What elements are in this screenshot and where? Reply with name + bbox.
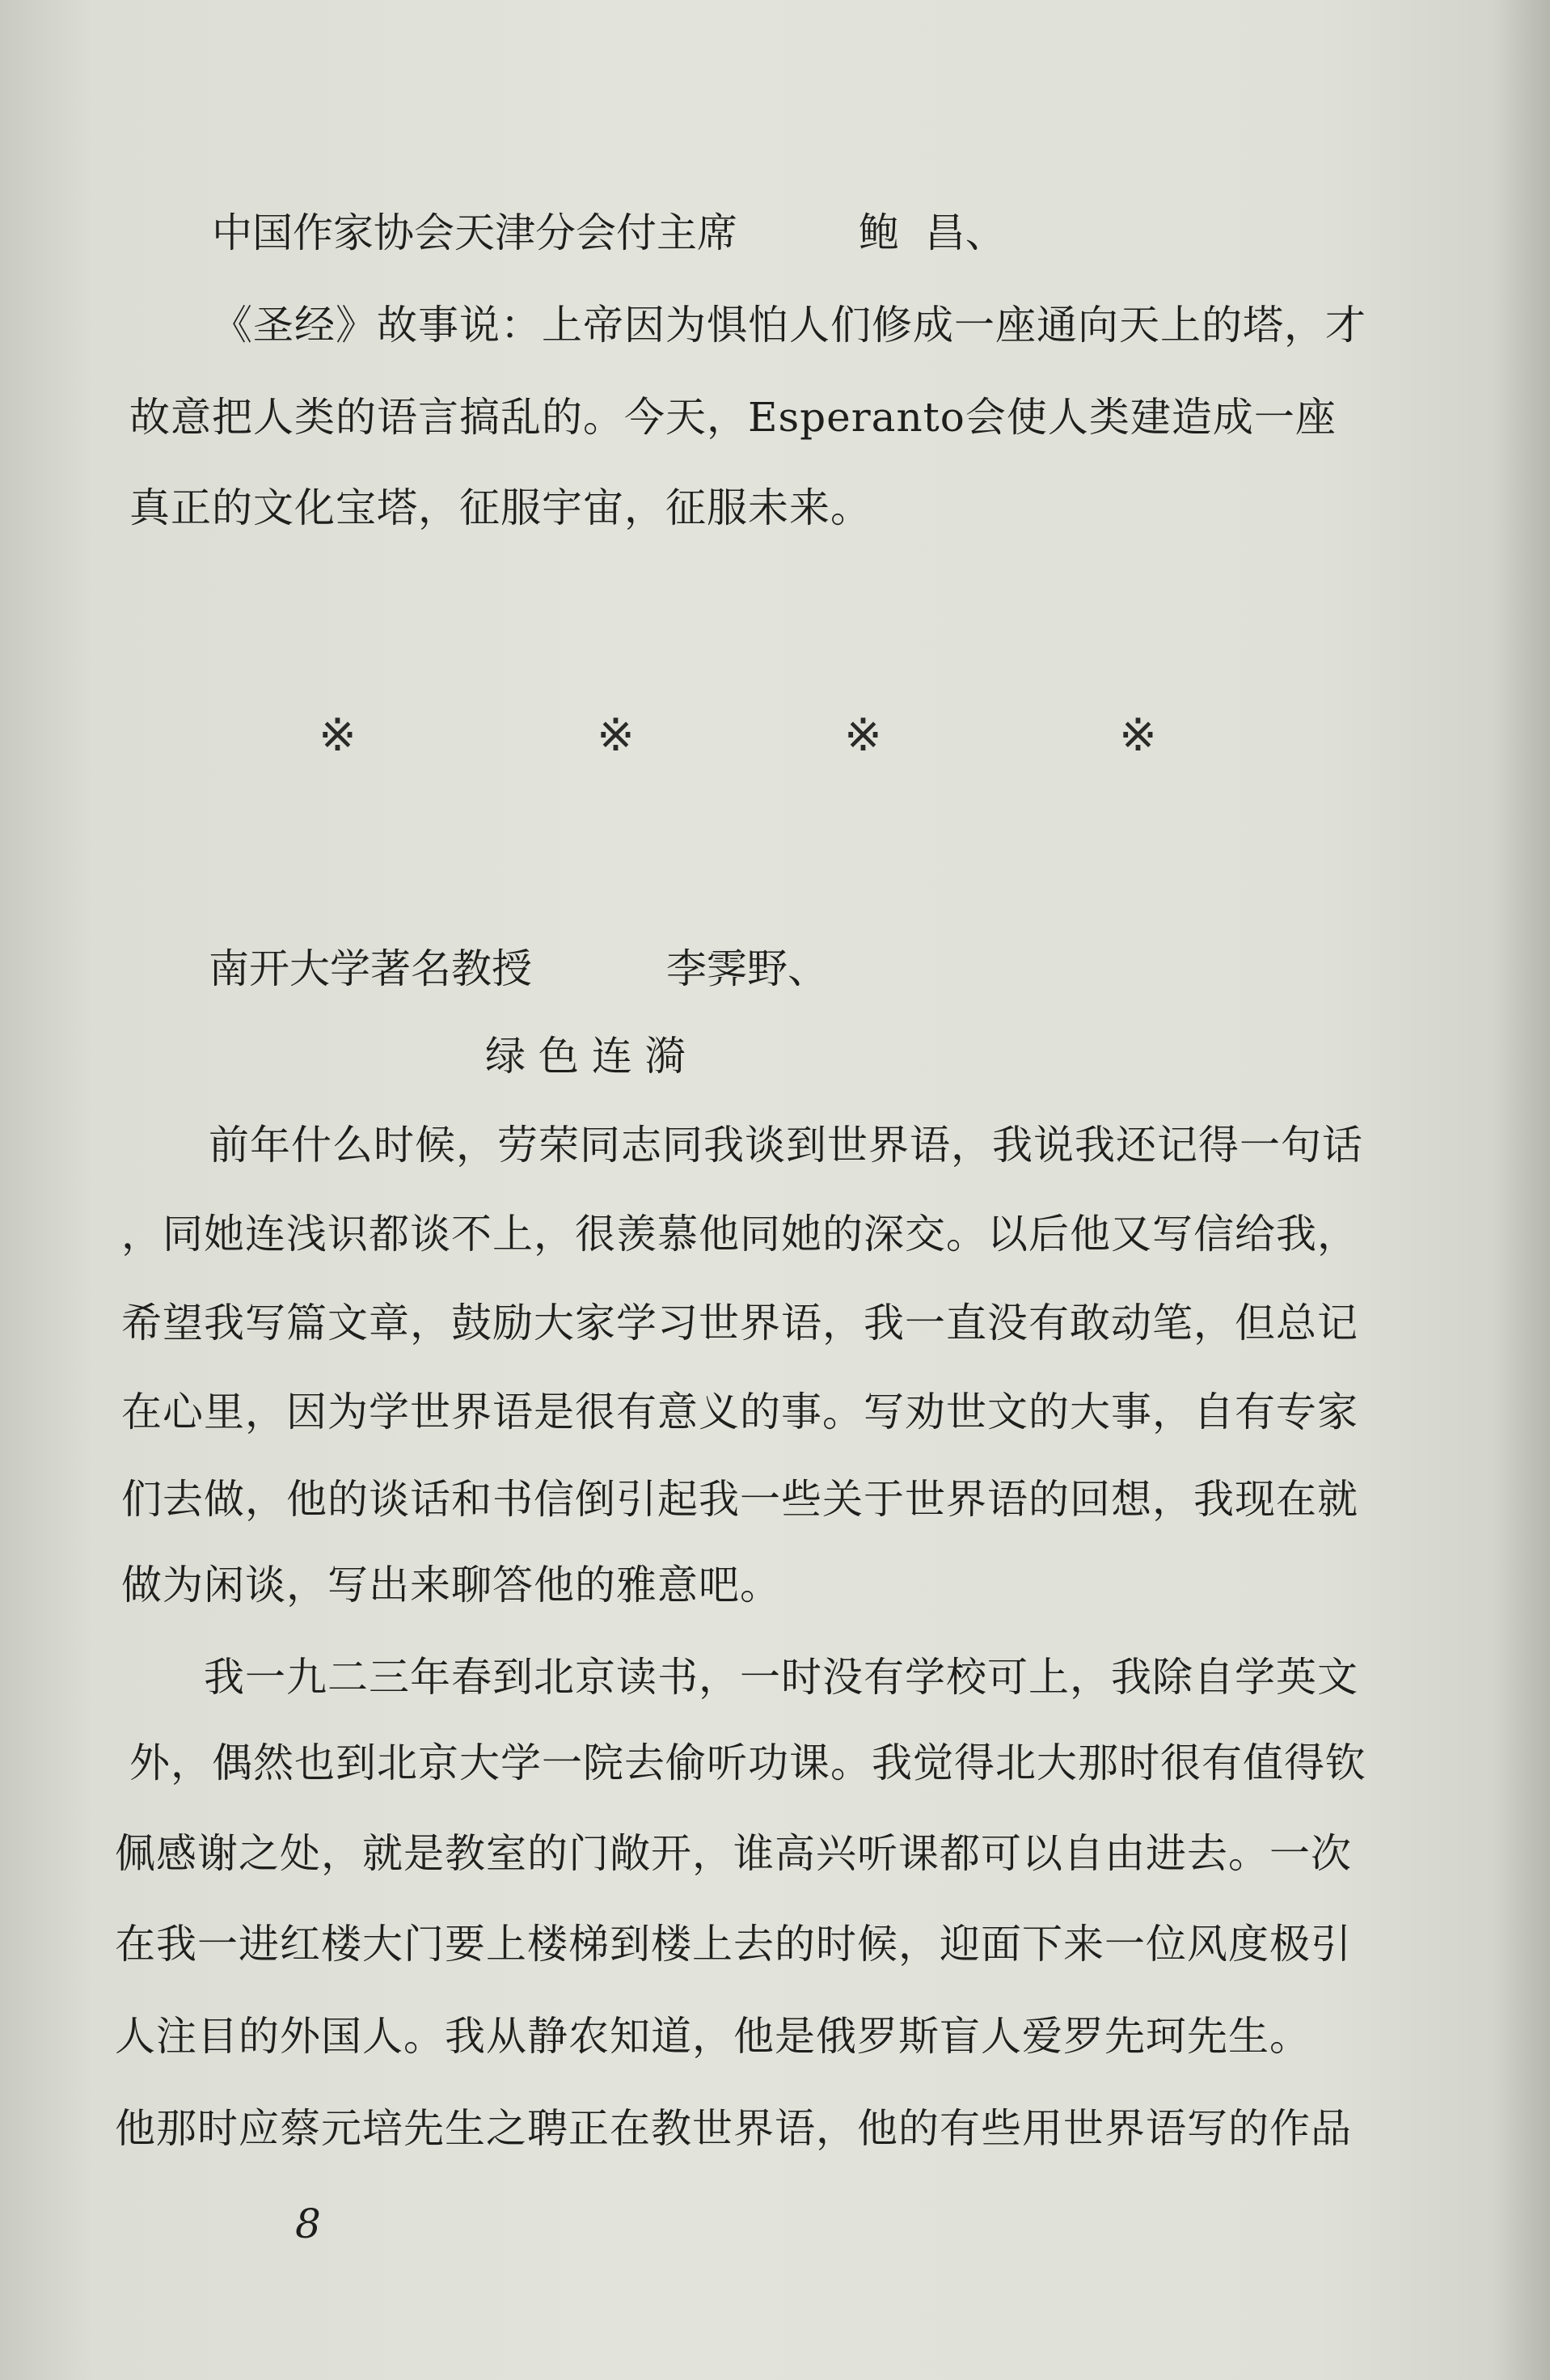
paragraph2-line-1: 我一九二三年春到北京读书，一时没有学校可上，我除自学英文 <box>204 1654 1358 1701</box>
paragraph1-line-5: 们去做，他的谈话和书信倒引起我一些关于世界语的回想，我现在就 <box>121 1476 1358 1523</box>
separator-mark-3: ※ <box>844 709 882 762</box>
paragraph2-line-2: 外，偶然也到北京大学一院去偷听功课。我觉得北大那时很有值得钦 <box>129 1740 1366 1786</box>
paragraph1-line-1: 前年什么时候，劳荣同志同我谈到世界语，我说我还记得一句话 <box>209 1122 1363 1169</box>
paragraph2-line-3: 佩感谢之处，就是教室的门敞开，谁高兴听课都可以自由进去。一次 <box>115 1830 1352 1877</box>
section1-line-1: 《圣经》故事说：上帝因为惧怕人们修成一座通向天上的塔，才 <box>212 302 1366 349</box>
paragraph2-line-4: 在我一进红楼大门要上楼梯到楼上去的时候，迎面下来一位风度极引 <box>115 1921 1352 1968</box>
section2-author-name: 李霁野、 <box>666 945 828 992</box>
separator-mark-4: ※ <box>1119 709 1157 762</box>
separator-mark-2: ※ <box>597 709 635 762</box>
paragraph1-line-3: 希望我写篇文章，鼓励大家学习世界语，我一直没有敢动笔，但总记 <box>121 1300 1358 1346</box>
page-number: 8 <box>295 2200 321 2247</box>
page-edge-shadow <box>1493 0 1550 2380</box>
section1-line-2: 故意把人类的语言搞乱的。今天，Esperanto会使人类建造成一座 <box>129 394 1337 441</box>
paragraph2-line-6: 他那时应蔡元培先生之聘正在教世界语，他的有些用世界语写的作品 <box>115 2105 1352 2152</box>
paragraph1-line-2: ，同她连浅识都谈不上，很羡慕他同她的深交。以后他又写信给我， <box>121 1211 1358 1258</box>
section1-author-title: 中国作家协会天津分会付主席 <box>212 209 737 256</box>
paragraph1-line-6: 做为闲谈，写出来聊答他的雅意吧。 <box>121 1562 781 1609</box>
paragraph1-line-4: 在心里，因为学世界语是很有意义的事。写劝世文的大事，自有专家 <box>121 1389 1358 1435</box>
section1-author-name: 鲍 昌、 <box>859 209 1006 256</box>
paragraph2-line-5: 人注目的外国人。我从静农知道，他是俄罗斯盲人爱罗先珂先生。 <box>115 2013 1311 2060</box>
section2-heading: 绿 色 连 漪 <box>485 1033 686 1080</box>
section2-author-title: 南开大学著名教授 <box>209 945 532 992</box>
section1-line-3: 真正的文化宝塔，征服宇宙，征服未来。 <box>129 484 872 531</box>
separator-mark-1: ※ <box>319 709 357 762</box>
